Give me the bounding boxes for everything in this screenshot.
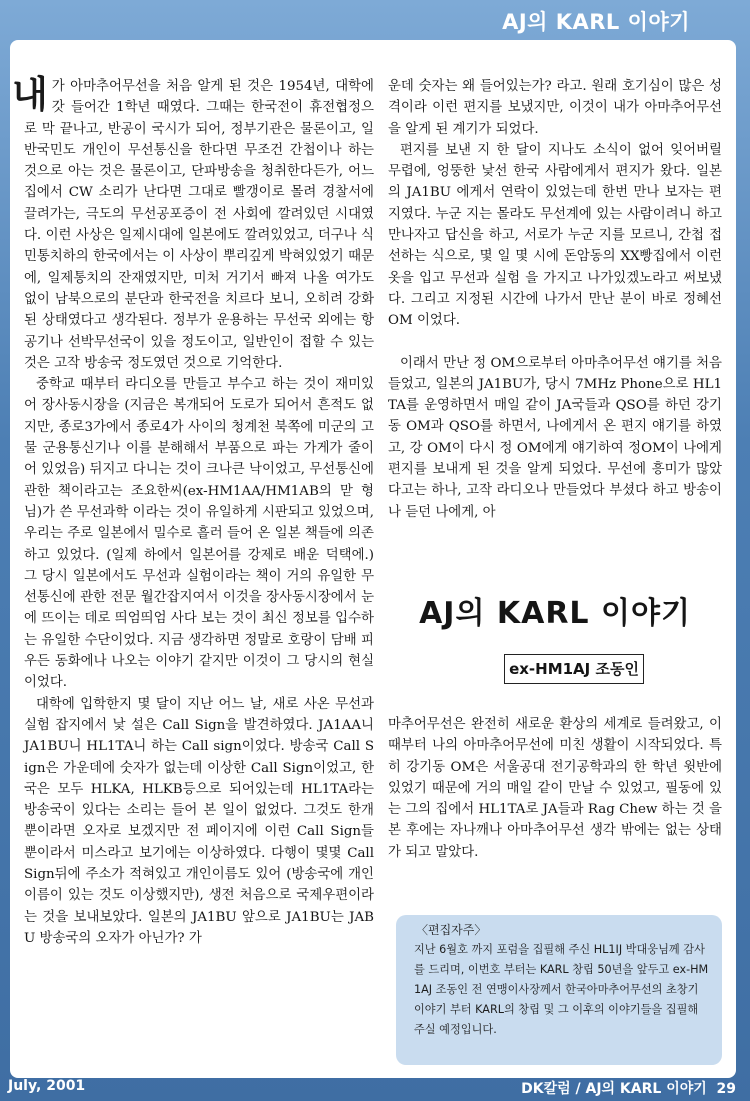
editor-note-box xyxy=(396,915,722,1065)
article-title: AJ의 KARL 이야기 xyxy=(419,596,691,631)
footer-section xyxy=(521,1078,736,1098)
left-column xyxy=(12,73,374,949)
author-byline: ex-HM1AJ 조동인 xyxy=(504,654,644,684)
paragraph-2: 중학교 때부터 라디오를 만들고 부수고 하는 것이 재미있어 장사동시장을 (지금은 복개되어 도로가 되어서 흔적도 없지만, 종로3가에서 종로4가 사이의 청계천 북쪽에 미군의 고물 군용통신기나 이를 분해해서 부품으로 파는 가게가 줄이어 있었음) 뒤지고 다니는 것이 크나큰 낙이었고, 무선통신에 관한 책이라고는 조요한씨(ex-HM1AA/HM1AB의 맏 형님)가 쓴 무선과학 이라는 것이 유일하게 시판되고 있었으며, 우리는 주로 일본에서 밀수로 흘러 들어 온 일본 책들에 의존하고 있었다. (일제 하에서 일본어를 강제로 배운 덕택에.) 그 당시 일본에서도 무선과 실험이라는 책이 거의 유일한 무선통신에 관한 전문 월간잡지여서 이것을 장사동시장에서 눈에 뜨이는 데로 띄엄띄엄 사다 보는 것이 최신 정보를 입수하는 유일한 수단이었다. 지금 생각하면 정말로 호랑이 담배 피우든 동화에나 나오는 이야기 같지만 이것이 그 당시의 현실이었다. xyxy=(24,377,374,691)
header-title: AJ의 KARL 이야기 xyxy=(502,10,690,34)
paragraph-7: 마추어무선은 완전히 새로운 환상의 세계로 들려왔고, 이때부터 나의 아마추어무선에 미친 생활이 시작되었다. 특히 강기동 OM은 서울공대 전기공학과의 한 학년 윗반에 있었기 때문에 거의 매일 같이 만날 수 있었고, 필동에 있는 그의 집에서 HL1TA로 JA들과 Rag Chew 하는 것 을 본 후에는 자나깨나 아마추어무선 생각 밖에는 없는 상태가 되고 말았다. xyxy=(388,717,722,860)
paragraph-4: 운데 숫자는 왜 들어있는가? 라고. 원래 호기심이 많은 성격이라 이런 편지를 보냈지만, 이것이 내가 아마추어무선을 알게 된 계기가 되었다. xyxy=(388,79,722,137)
paragraph-1 xyxy=(12,73,374,374)
right-column-top xyxy=(388,76,722,523)
paragraph-5: 편지를 보낸 지 한 달이 지나도 소식이 없어 잊어버릴 무렵에, 엉뚱한 낯선 한국 사람에게서 편지가 왔다. 일본의 JA1BU 에게서 연락이 있었는데 한번 만나 보자는 편지였다. 누군 지는 몰라도 무선계에 있는 사람이려니 하고 만나자고 답신을 하고, 서로가 누군 지를 모르니, 간첩 접선하는 식으로, 몇 일 몇 시에 돈암동의 XX빵집에서 이런 옷을 입고 무선과 실험 을 가지고 나가있겠노라고 써보냈다. 그리고 지정된 시간에 나가서 만난 분이 바로 정혜선 OM 이었다. xyxy=(388,142,722,329)
article-page xyxy=(10,40,736,1078)
drop-cap: 내 xyxy=(12,73,48,116)
paragraph-1-text: 가 아마추어무선을 처음 알게 된 것은 1954년, 대학에 갓 들어간 1학년 때였다. 그때는 한국전이 휴전협정으로 막 끝나고, 반공이 국시가 되어, 정부기관은 물론이고, 일반국민도 개인이 무선통신을 한다면 무조건 간첩이나 하는 것으로 아는 것은 물론이고, 단파방송을 청취한다든가, 어느 집에서 CW 소리가 난다면 그대로 빨갱이로 몰려 경찰서에 끌려가는, 극도의 무선공포증이 전 사회에 깔려있던 시대였다. 이런 사상은 일제시대에 일본에도 깔려있었고, 더구나 식민통치하의 한국에서는 이 사상이 뿌리깊게 박혀있었기 때문에, 일제통치의 잔재였지만, 미처 거기서 빠져 나올 여가도 없이 남북으로의 분단과 한국전을 치르다 보니, 오히려 강화된 상태였다고 생각된다. 정부가 운용하는 무선국 외에는 항공기나 선박무선국이 있을 정도이고, 일반인이 접할 수 있는 것은 고작 방송국 정도였던 것으로 기억한다. xyxy=(24,79,374,371)
footer-date: July, 2001 xyxy=(8,1078,86,1094)
editor-note-label: 〈편집자주〉 xyxy=(416,923,487,937)
editor-note-text: 지난 6월호 까지 포럼을 집필해 주신 HL1IJ 박대웅님께 감사를 드리며, 이번호 부터는 KARL 창립 50년을 앞두고 ex-HM1AJ 조동인 전 연맹이사장께서 한국아마추어무선의 초창기 이야기 부터 KARL의 창립 및 그 이후의 이야기들을 집필해 주실 예정입니다. xyxy=(414,943,709,1036)
paragraph-6: 이래서 만난 정 OM으로부터 아마추어무선 얘기를 처음 들었고, 일본의 JA1BU가, 당시 7MHz Phone으로 HL1TA를 운영하면서 매일 같이 JA국들과 QSO를 하던 강기동 OM과 QSO를 하면서, 나에게서 온 편지 얘기를 하였고, 강 OM이 다시 정 OM에게 얘기하여 정OM이 나에게 편지를 보내게 된 것을 알게 되었다. 무선에 흥미가 많았다고는 하나, 고작 라디오나 만들었다 부셨다 하고 방송이나 듣던 나에게, 아 xyxy=(388,355,722,520)
right-column-bottom xyxy=(388,714,722,863)
footer-section-title: DK칼럼 / AJ의 KARL 이야기 xyxy=(521,1081,707,1097)
paragraph-3: 대학에 입학한지 몇 달이 지난 어느 날, 새로 사온 무선과 실험 잡지에서 낯 설은 Call Sign을 발견하였다. JA1AA니 JA1BU니 HL1TA니 하는 Call sign이었다. 방송국 Call Sign은 가운데에 숫자가 없는데 이상한 Call Sign이었고, 한국은 모두 HLKA, HLKB등으로 되어있는데 HL1TA라는 방송국이 있다는 소리는 들어 본 일이 없었다. 그것도 한개 뿐이라면 오자로 보겠지만 전 페이지에 이런 Call Sign들 뿐이라서 미스라고 보기에는 이상하였다. 다행이 몇몇 Call Sign뒤에 주소가 적혀있고 개인이름도 있어 (방송국에 개인 이름이 있는 것도 이상했지만), 생전 처음으로 국제우편이라는 것을 보내보았다. 일본의 JA1BU 앞으로 JA1BU는 JABU 방송국의 오자가 아닌가? 가 xyxy=(24,696,374,946)
page-number: 29 xyxy=(716,1081,736,1097)
